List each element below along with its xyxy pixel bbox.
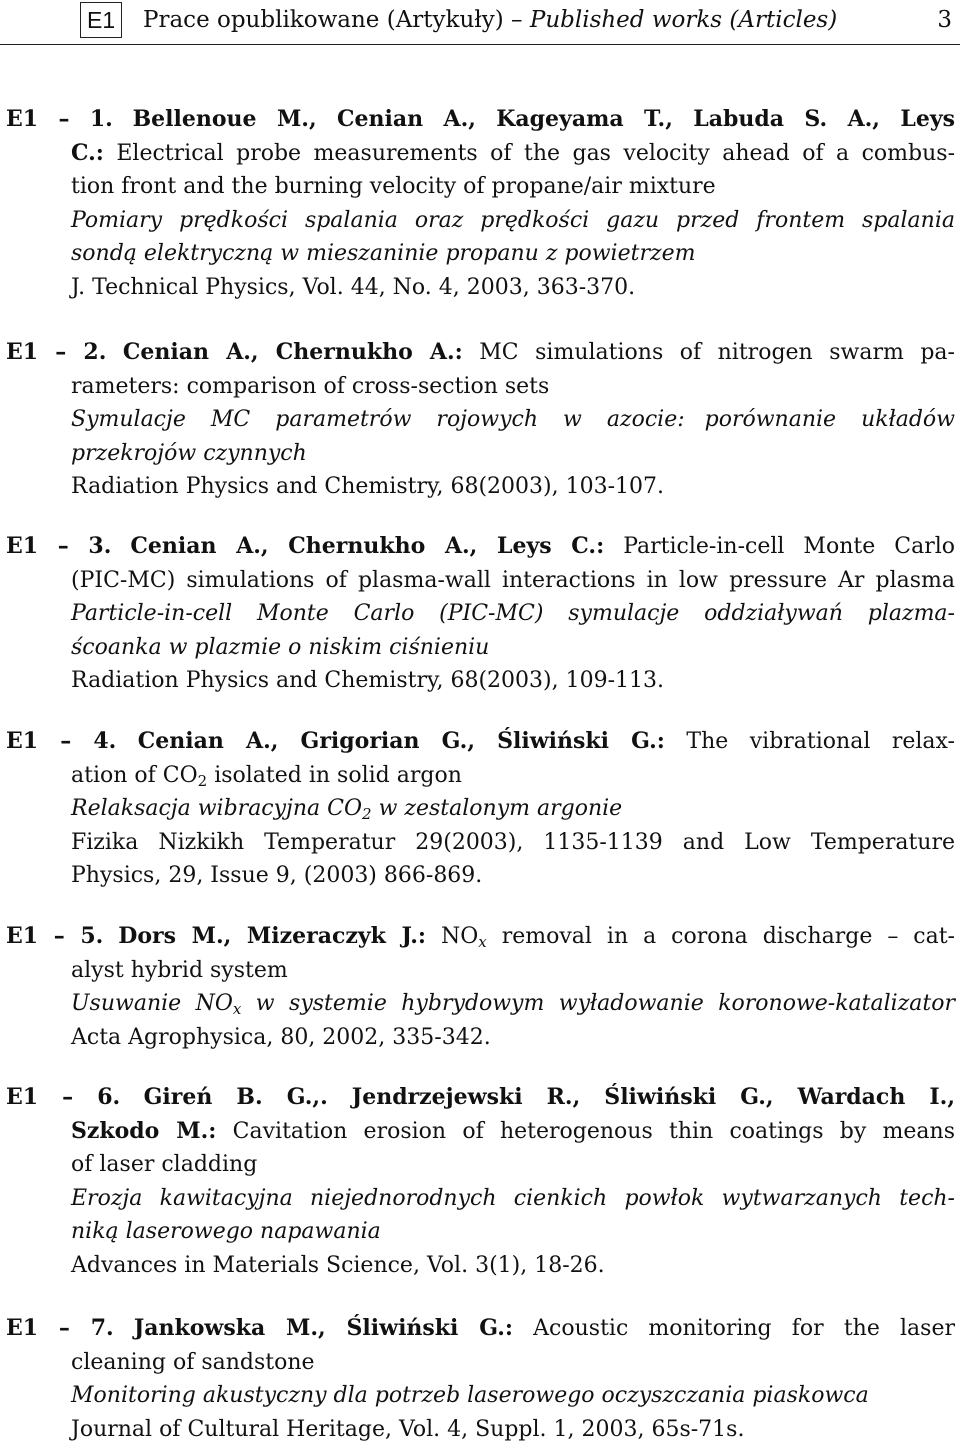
entry-source-cont: Physics, 29, Issue 9, (2003) 866-869. [71,863,483,888]
subscript: x [232,1000,242,1018]
entry-source: Advances in Materials Science, Vol. 3(1), 18-26. [71,1253,605,1278]
entry-title-en-cont: tion front and the burning velocity of propane/air mixture [71,174,716,199]
entry-title-en-part2: removal in a corona discharge – cat- [501,924,955,949]
entry-title-en: Cavitation erosion of heterogenous thin coatings by means [232,1119,955,1144]
entry-title-en: Acoustic monitoring for the laser [533,1316,955,1341]
entry-title-pl-cont: w systemie hybrydowym wyładowanie koronowe-katalizator [255,991,956,1016]
header-title-pl: Prace opublikowane (Artykuły) – [143,7,523,33]
entry-title-pl: Erozja kawitacyjna niejednorodnych cienkich powłok wytwarzanych tech- [71,1186,955,1211]
entry-title-pl: Symulacje MC parametrów rojowych w azocie: [71,407,685,432]
header-title-en: Published works (Articles) [529,7,838,33]
entry-authors: Dors M., Mizeraczyk J.: [118,923,427,949]
entry-title-en-cont: cleaning of sandstone [71,1350,315,1375]
entry-source: Radiation Physics and Chemistry, 68(2003), 109-113. [71,668,665,693]
entry-title-en-cont: of laser cladding [71,1152,258,1177]
entry-number: E1 – 3. [6,533,112,559]
entry-title-pl: Monitoring akustyczny dla potrzeb laserowego oczyszczania piaskowca [71,1383,869,1408]
subscript: x [478,933,487,951]
entry-title-pl-cont: niką laserowego napawania [71,1219,381,1244]
entry-authors: Cenian A., Chernukho A., Leys C.: [130,533,605,559]
entry-title-en-cont: (PIC-MC) simulations of plasma-wall interactions in low pressure Ar plasma [71,568,955,593]
entry-title-en-cont2: isolated in solid argon [214,763,462,788]
entry-title-en: Particle-in-cell Monte Carlo [623,534,955,559]
subscript: 2 [362,805,372,823]
entry-title-en: NO [440,924,479,949]
entry-authors: Jankowska M., Śliwiński G.: [133,1315,514,1341]
entry-title-en-cont: rameters: comparison of cross-section sets [71,374,550,399]
entry-source: Radiation Physics and Chemistry, 68(2003), 103-107. [71,474,665,499]
entry-authors: Bellenoue M., Cenian A., Kageyama T., Labuda S. A., Leys [132,106,955,132]
entry-title-pl-cont: ścoanka w plazmie o niskim ciśnieniu [71,635,490,660]
entry-title-pl-cont: przekrojów czynnych [71,441,307,466]
entry-source: Acta Agrophysica, 80, 2002, 335-342. [71,1025,491,1050]
entry-title-pl: Relaksacja wibracyjna CO [71,796,363,821]
entry-authors-cont: C.: [71,140,104,166]
entry-authors: Cenian A., Chernukho A.: [122,339,463,365]
entry-title-en-cont: alyst hybrid system [71,958,288,983]
entry-source: Journal of Cultural Heritage, Vol. 4, Suppl. 1, 2003, 65s-71s. [71,1417,745,1442]
entry-authors: Gireń B. G.,. Jendrzejewski R., Śliwiński G., Wardach I., [143,1084,955,1110]
entry-authors: Cenian A., Grigorian G., Śliwiński G.: [137,728,665,754]
entry-authors-cont: Szkodo M.: [71,1118,217,1144]
running-header [0,0,960,45]
entry-title-pl: Usuwanie NO [71,991,233,1016]
entry-number: E1 – 2. [6,339,107,365]
entry-number: E1 – 4. [6,728,117,754]
entry-title-en: Electrical probe measurements of the gas velocity ahead of a combus- [116,141,956,166]
entry-title-en: MC simulations of nitrogen swarm pa- [479,340,955,365]
entry-number: E1 – 6. [6,1084,121,1110]
page-number: 3 [937,7,952,33]
subscript: 2 [197,772,208,790]
header-title [143,0,837,40]
entry-number: E1 – 7. [6,1315,114,1341]
entry-title-pl-cont: w zestalonym argonie [378,796,623,821]
entry-source: J. Technical Physics, Vol. 44, No. 4, 2003, 363-370. [71,275,636,300]
entry-number: E1 – 5. [6,923,104,949]
entry-title-en: The vibrational relax- [686,729,955,754]
entry-number: E1 – 1. [6,106,113,132]
entry-title-en-cont: ation of CO [71,763,198,788]
entry-title-pl-cont: sondą elektryczną w mieszaninie propanu z powietrzem [71,241,696,266]
entry-source: Fizika Nizkikh Temperatur 29(2003), 1135-1139 and Low Temperature [71,830,955,855]
section-code-box: E1 [80,2,122,38]
entry-title-pl: Pomiary prędkości spalania oraz prędkości gazu przed frontem spalania [71,208,955,233]
entry-title-pl-part2: porównanie układów [704,407,955,432]
entry-title-pl: Particle-in-cell Monte Carlo (PIC-MC) symulacje oddziaływań plazma- [71,601,955,626]
